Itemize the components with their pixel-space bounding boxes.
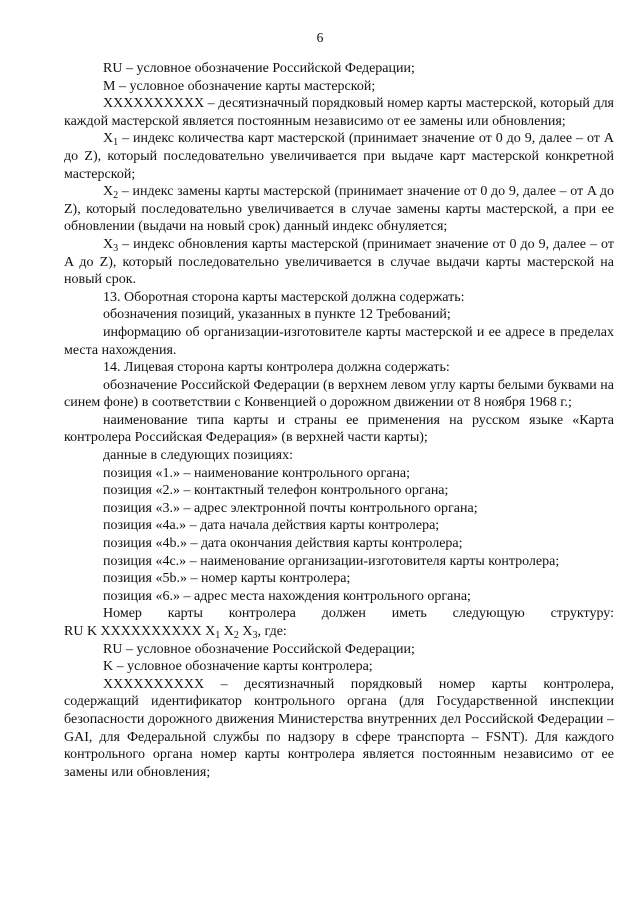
paragraph-13: 13. Оборотная сторона карты мастерской должна содержать: xyxy=(103,289,465,305)
x3-subscript: 3 xyxy=(113,242,119,254)
paragraph-x1 xyxy=(64,130,614,183)
formula-sub1: 1 xyxy=(215,630,221,641)
paragraph-14-designation: обозначение Российской Федерации (в верхнем левом углу карты белыми буквами на синем фоне) в соответствии с Конвенцией о дорожном движении от 8 ноября 1968 г.; xyxy=(64,377,614,411)
page-number: 6 xyxy=(316,30,324,45)
x1-subscript: 1 xyxy=(113,137,119,149)
position-item: позиция «1.» – наименование контрольного органа; xyxy=(103,465,411,481)
formula-sub2: 2 xyxy=(233,630,239,641)
paragraph-13-positions: обозначения позиций, указанных в пункте 12 Требований; xyxy=(103,307,451,323)
x2-subscript: 2 xyxy=(113,190,119,202)
paragraph-x2 xyxy=(64,183,614,236)
controller-structure-formula xyxy=(64,623,614,641)
paragraph-14: 14. Лицевая сторона карты контролера должна содержать: xyxy=(103,360,450,376)
position-item: позиция «4c.» – наименование организации-изготовителя карты контролера; xyxy=(103,553,560,569)
controller-structure-intro: Номер карты контролера должен иметь следующую структуру: xyxy=(103,606,614,622)
formula-sub3: 3 xyxy=(252,630,258,641)
formula-x3: X xyxy=(242,624,253,639)
paragraph-ru-2: RU – условное обозначение Российской Федерации; xyxy=(103,641,415,657)
x3-letter: X xyxy=(103,236,114,252)
x1-letter: X xyxy=(103,131,114,147)
paragraph-14-data: данные в следующих позициях: xyxy=(103,448,293,464)
paragraph-controller-number: XXXXXXXXXX – десятизначный порядковый номер карты контролера, содержащий идентификатор контрольного органа (для Государственной инспекции безопасности дорожного движения Министерства внутренних дел Российской Федерации – GAI, для Федеральной службы по надзору в сфере транспорта – FSNT). Для каждого контрольного органа номер карты контролера является постоянным независимо от ее замены или обновления; xyxy=(64,676,614,780)
formula-end: , где: xyxy=(257,624,287,639)
formula-x1: X xyxy=(205,624,216,639)
x1-text: – индекс количества карт мастерской (принимает значение от 0 до 9, далее – от A до Z), который последовательно увеличивается при выдаче карт мастерской конкретной мастерской; xyxy=(64,131,614,182)
position-item: позиция «5b.» – номер карты контролера; xyxy=(103,571,351,587)
x3-text: – индекс обновления карты мастерской (принимает значение от 0 до 9, далее – от A до Z), который последовательно увеличивается в случае выдачи карты мастерской на новый срок. xyxy=(64,236,614,288)
paragraph-x3 xyxy=(64,236,614,289)
formula-prefix: RU K XXXXXXXXXX xyxy=(64,624,206,639)
paragraph-ru: RU – условное обозначение Российской Федерации; xyxy=(103,61,415,76)
paragraph-m: M – условное обозначение карты мастерской; xyxy=(103,78,376,94)
position-item: позиция «4a.» – дата начала действия карты контролера; xyxy=(103,518,440,534)
paragraph-k: K – условное обозначение карты контролера; xyxy=(103,659,373,675)
position-item: позиция «2.» – контактный телефон контрольного органа; xyxy=(103,483,449,499)
formula-x2: X xyxy=(223,624,234,639)
x2-text: – индекс замены карты мастерской (принимает значение от 0 до 9, далее – от A до Z), который последовательно увеличивается в случае замены карты мастерской, а при ее обновлении (выдачи на новый срок) данный индекс обнуляется; xyxy=(64,184,614,235)
position-item: позиция «3.» – адрес электронной почты контрольного органа; xyxy=(103,500,478,516)
position-item: позиция «4b.» – дата окончания действия карты контролера; xyxy=(103,536,463,552)
x2-letter: X xyxy=(103,184,114,200)
paragraph-13-manufacturer: информацию об организации-изготовителе карты мастерской и ее адресе в пределах места нахождения. xyxy=(64,324,614,358)
paragraph-workshop-number: XXXXXXXXXX – десятизначный порядковый номер карты мастерской, который для каждой мастерской является постоянным независимо от ее замены или обновления; xyxy=(64,96,614,129)
paragraph-14-card-type: наименование типа карты и страны ее применения на русском языке «Карта контролера Российская Федерация» (в верхней части карты); xyxy=(64,412,614,446)
position-item: позиция «6.» – адрес места нахождения контрольного органа; xyxy=(103,588,471,604)
document-body xyxy=(64,60,614,781)
